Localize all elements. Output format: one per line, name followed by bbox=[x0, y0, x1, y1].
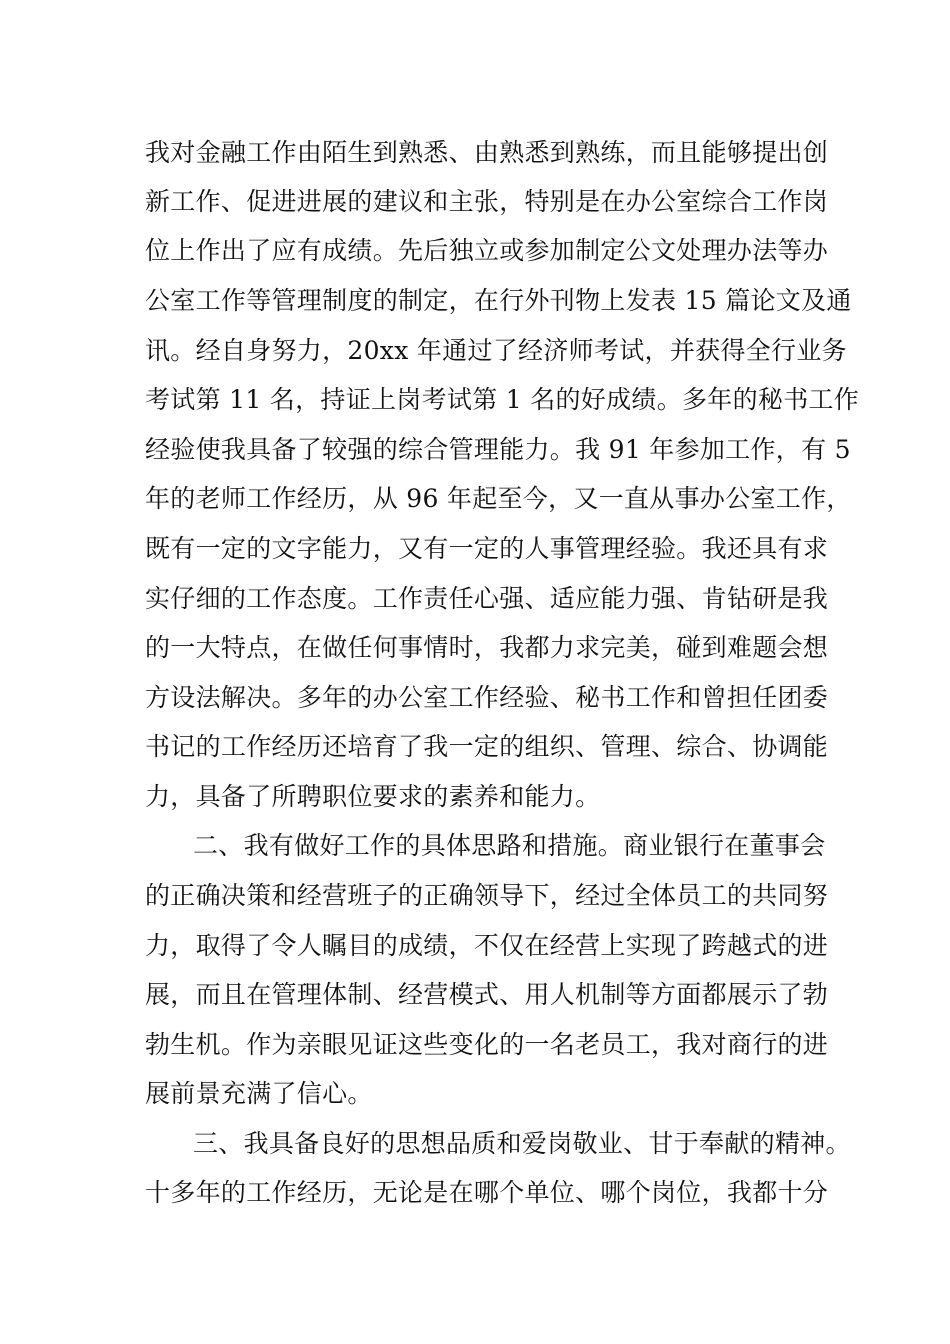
text-line: 力，取得了令人瞩目的成绩，不仅在经营上实现了跨越式的进 bbox=[145, 931, 829, 960]
text-line: 的一大特点，在做任何事情时，我都力求完美，碰到难题会想 bbox=[145, 633, 829, 662]
text-line: 我对金融工作由陌生到熟悉、由熟悉到熟练，而且能够提出创 bbox=[145, 138, 829, 167]
text-line: 讯。经自身努力，20xx 年通过了经济师考试，并获得全行业务 bbox=[145, 336, 847, 365]
text-line: 的正确决策和经营班子的正确领导下，经过全体员工的共同努 bbox=[145, 881, 829, 910]
paragraph-first-line: 二、我有做好工作的具体思路和措施。商业银行在董事会 bbox=[193, 831, 826, 860]
text-line: 勃生机。作为亲眼见证这些变化的一名老员工，我对商行的进 bbox=[145, 1030, 829, 1059]
text-line: 力，具备了所聘职位要求的素养和能力。 bbox=[145, 782, 601, 811]
text-line: 年的老师工作经历，从 96 年起至今，又一直从事办公室工作， bbox=[145, 484, 852, 513]
text-line: 展前景充满了信心。 bbox=[145, 1079, 373, 1108]
text-line: 经验使我具备了较强的综合管理能力。我 91 年参加工作，有 5 bbox=[145, 435, 851, 464]
text-line: 十多年的工作经历，无论是在哪个单位、哪个岗位，我都十分 bbox=[145, 1178, 829, 1207]
text-line: 位上作出了应有成绩。先后独立或参加制定公文处理办法等办 bbox=[145, 236, 829, 265]
text-line: 既有一定的文字能力，又有一定的人事管理经验。我还具有求 bbox=[145, 534, 829, 563]
text-line: 展，而且在管理体制、经营模式、用人机制等方面都展示了勃 bbox=[145, 980, 829, 1009]
paragraph-first-line: 三、我具备良好的思想品质和爱岗敬业、甘于奉献的精神。 bbox=[193, 1129, 851, 1158]
text-line: 新工作、促进进展的建议和主张，特别是在办公室综合工作岗 bbox=[145, 187, 829, 216]
text-line: 公室工作等管理制度的制定，在行外刊物上发表 15 篇论文及通 bbox=[145, 286, 852, 315]
text-line: 书记的工作经历还培育了我一定的组织、管理、综合、协调能 bbox=[145, 732, 829, 761]
text-line: 方设法解决。多年的办公室工作经验、秘书工作和曾担任团委 bbox=[145, 683, 829, 712]
text-line: 考试第 11 名，持证上岗考试第 1 名的好成绩。多年的秘书工作 bbox=[145, 385, 860, 414]
text-line: 实仔细的工作态度。工作责任心强、适应能力强、肯钻研是我 bbox=[145, 584, 829, 613]
